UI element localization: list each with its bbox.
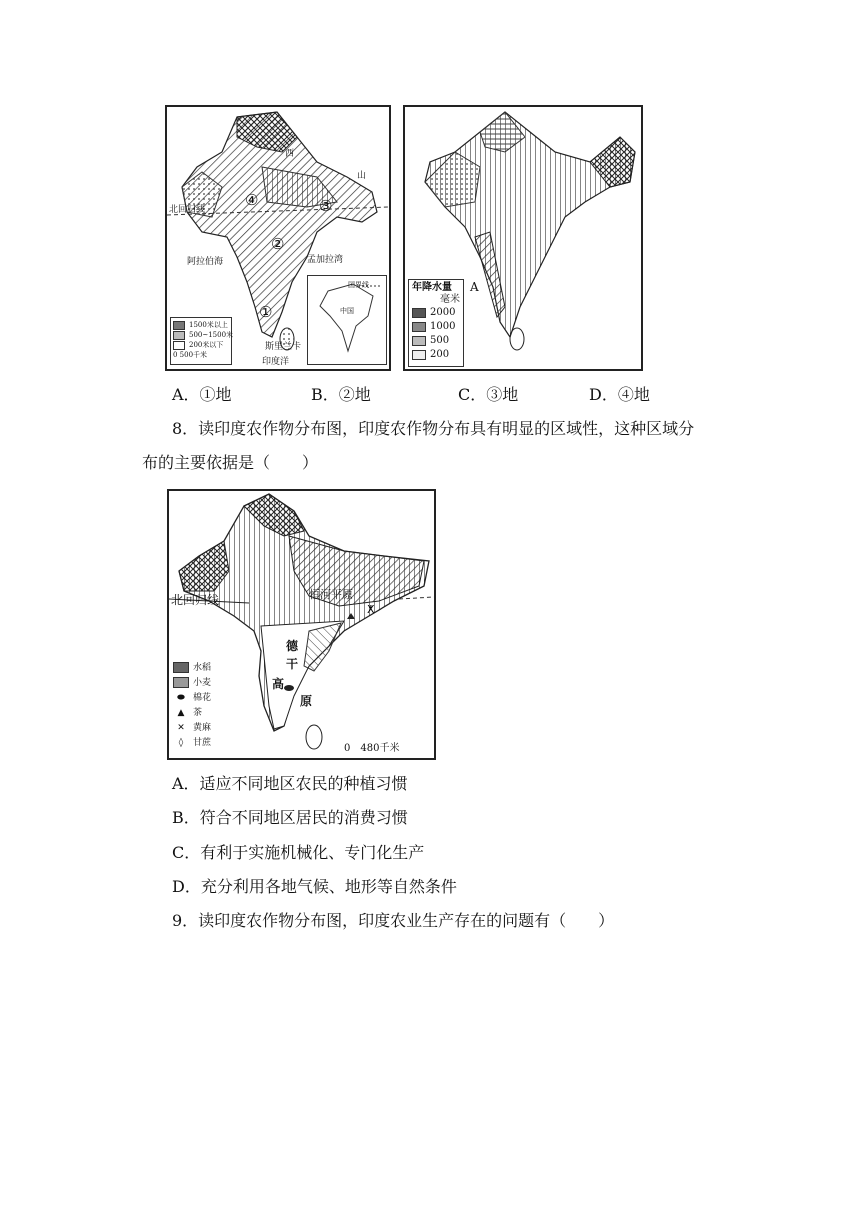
terrain-map (165, 105, 391, 371)
label-ocean: 印度洋 (262, 357, 290, 367)
inset-outline (320, 284, 373, 351)
legend-unit: 毫米 (440, 294, 460, 305)
legend-sugarcane: 甘蔗 (193, 738, 212, 748)
cotton-symbol (284, 685, 294, 691)
legend-swatch-500 (412, 336, 426, 346)
jute-symbol: ⵅ (367, 603, 375, 616)
q8-option-d: D．充分利用各地气候、地形等自然条件 (172, 877, 457, 896)
crop-legend (173, 661, 235, 751)
legend-swatch-2000 (412, 308, 426, 318)
legend-swatch-wheat (173, 677, 189, 688)
legend-high: 1500米以上 (189, 321, 228, 329)
plateau-char-4: 原 (300, 694, 313, 708)
crop-sri-lanka (306, 725, 322, 749)
precipitation-sri-lanka (510, 328, 524, 350)
legend-2000: 2000 (430, 307, 456, 318)
crop-tropic-label: 北回归线 (171, 593, 220, 607)
cotton-legend-icon: ⬬ (177, 693, 185, 703)
inset-legend-label: 国界线 (348, 281, 369, 289)
legend-swatch-rice (173, 662, 189, 673)
marker-4: ④ (245, 191, 259, 209)
q7-option-c: C．③地 (458, 385, 519, 404)
legend-200: 200 (430, 349, 450, 360)
legend-swatch-low (173, 341, 185, 350)
terrain-scale: 0 500千米 (173, 351, 208, 359)
precipitation-legend (408, 279, 464, 367)
legend-cotton: 棉花 (193, 693, 212, 703)
q7-option-d: D．④地 (589, 385, 650, 404)
tea-legend-icon: ▲ (177, 708, 185, 718)
legend-mid: 500~1500米 (189, 331, 234, 339)
legend-tea: 茶 (193, 708, 203, 718)
legend-wheat: 小麦 (193, 678, 212, 688)
tropic-label-1: 北回归线 (169, 205, 206, 215)
plateau-char-2: 干 (286, 657, 299, 671)
inset-china-label: 中国 (340, 307, 354, 315)
legend-rice: 水稻 (193, 663, 212, 673)
sea-label-arabian: 阿拉伯海 (187, 257, 224, 267)
legend-500: 500 (430, 335, 450, 346)
crop-tropic-line-east (399, 597, 434, 599)
legend-swatch-mid (173, 331, 185, 340)
q7-option-a: A．①地 (172, 385, 232, 404)
crop-map (167, 489, 436, 760)
legend-title: 年降水量 (412, 282, 452, 293)
label-srilanka: 斯里兰卡 (265, 342, 302, 352)
legend-swatch-high (173, 321, 185, 330)
legend-swatch-1000 (412, 322, 426, 332)
q7-option-b: B．②地 (311, 385, 371, 404)
precipitation-map (403, 105, 643, 371)
legend-jute: 黄麻 (193, 723, 212, 733)
q9-stem-line1: 9．读印度农作物分布图，印度农业生产存在的问题有（ ） (172, 911, 615, 930)
sugarcane-legend-icon: ◊ (178, 738, 184, 748)
label-mountain: 山 (357, 171, 367, 181)
marker-3: ③ (319, 197, 333, 215)
crop-scale: 0 480千米 (344, 743, 400, 754)
q8-stem-line2: 布的主要依据是（ ） (142, 453, 319, 472)
point-a-label: A (470, 280, 479, 294)
q8-option-b: B．符合不同地区居民的消费习惯 (172, 808, 408, 827)
legend-1000: 1000 (430, 321, 456, 332)
legend-low: 200米以下 (189, 341, 224, 349)
plateau-char-3: 高 (272, 677, 285, 691)
crop-plain-label: 恒河平原 (309, 588, 353, 601)
marker-2: ② (271, 235, 285, 253)
bay-label-bengal: 孟加拉湾 (307, 255, 344, 265)
plateau-char-1: 德 (286, 639, 299, 653)
jute-legend-icon: ✕ (177, 723, 185, 733)
terrain-legend (170, 317, 232, 365)
inset-map (307, 275, 387, 365)
marker-1: ① (259, 303, 273, 321)
q8-stem-line1: 8．读印度农作物分布图，印度农作物分布具有明显的区域性，这种区域分 (172, 419, 695, 438)
q8-option-c: C．有利于实施机械化、专门化生产 (172, 843, 425, 862)
q8-option-a: A．适应不同地区农民的种植习惯 (172, 774, 408, 793)
label-west: 西 (285, 149, 295, 159)
legend-swatch-200 (412, 350, 426, 360)
